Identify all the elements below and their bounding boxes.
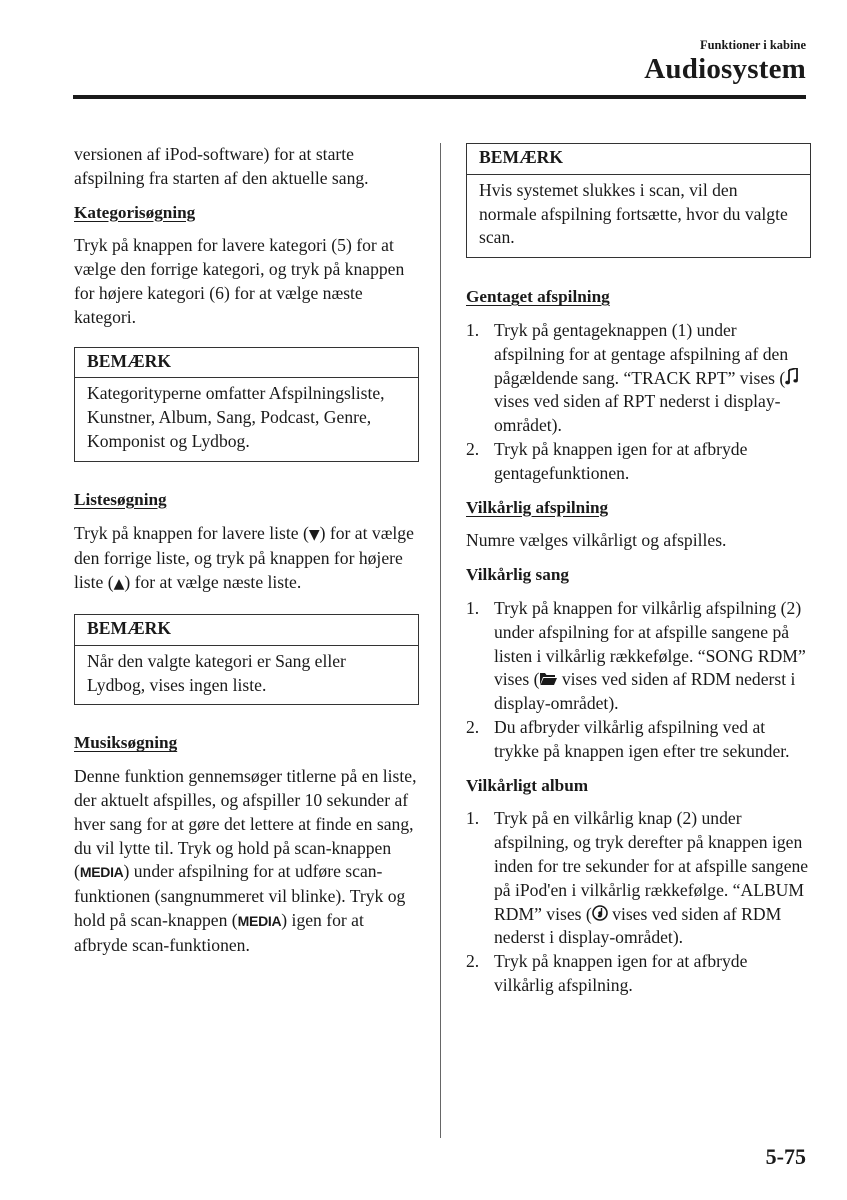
step-text-b: vises ved siden af RDM nederst i display-området). <box>494 903 782 948</box>
note-body: Når den valgte kategori er Sang eller Lydbog, vises ingen liste. <box>87 650 346 695</box>
step-text <box>494 597 811 716</box>
column-divider <box>440 143 441 1138</box>
album-heading: Vilkårligt album <box>466 775 589 795</box>
vilkaarlig-paragraph: Numre vælges vilkårligt og afspilles. <box>466 530 727 551</box>
media-button-label: MEDIA <box>237 912 282 929</box>
page-number: 5-75 <box>765 1144 806 1169</box>
step-number: 2. <box>466 951 480 972</box>
note-box-scan <box>466 143 811 258</box>
step-text-b: vises ved siden af RDM nederst i display-området). <box>494 669 796 714</box>
kategori-heading: Kategorisøgning <box>74 202 196 222</box>
liste-text-3: ) for at vælge næste liste. <box>124 572 302 593</box>
step-text: Du afbryder vilkårlig afspilning ved at trykke på knappen igen efter tre sekunder. <box>494 716 790 761</box>
up-arrow-icon: ▲ <box>113 576 125 593</box>
down-arrow-icon: ▼ <box>308 526 320 543</box>
musik-text-3: ) igen for at afbryde scan-funktionen. <box>74 909 364 955</box>
list-item <box>466 807 811 950</box>
step-text-a: Tryk på en vilkårlig knap (2) under afspilning, og tryk derefter på knappen igen inden for tre sekunder for at afspille sangene på iPod'en i vilkårlig rækkefølge. “ALBUM RDM” vises ( <box>494 808 809 924</box>
note-body: Hvis systemet slukkes i scan, vil den normale afspilning fortsætte, hvor du valgte scan. <box>479 179 788 248</box>
step-text: Tryk på knappen igen for at afbryde vilkårlig afspilning. <box>494 951 748 995</box>
music-note-icon <box>785 368 798 385</box>
gentaget-steps <box>466 319 811 486</box>
right-column <box>466 143 811 998</box>
step-text-a: Tryk på knappen for vilkårlig afspilning (2) under afspilning for at afspille sangene på listen i vilkårlig rækkefølge. “SONG RDM” vises ( <box>494 597 806 690</box>
liste-text-2: ) for at vælge den forrige liste, og tryk på knappen for højere liste ( <box>74 522 414 593</box>
step-text-a: Tryk på gentageknappen (1) under afspilning for at gentage afspilning af den pågældende sang. “TRACK RPT” vises ( <box>494 319 789 388</box>
liste-paragraph <box>74 522 419 597</box>
note-title: BEMÆRK <box>467 144 810 175</box>
step-text: Tryk på knappen igen for at afbryde gentagefunktionen. <box>494 438 748 483</box>
step-text <box>494 319 811 438</box>
note-box-liste <box>74 614 419 705</box>
step-number: 2. <box>466 716 480 737</box>
disc-icon <box>592 905 608 921</box>
list-item <box>466 438 811 486</box>
list-item <box>466 716 811 764</box>
liste-heading: Listesøgning <box>74 489 167 509</box>
page-title: Audiosystem <box>644 53 806 85</box>
list-item <box>466 950 811 998</box>
musik-paragraph <box>74 765 419 957</box>
gentaget-heading: Gentaget afspilning <box>466 287 610 307</box>
list-item <box>466 319 811 438</box>
liste-text-1: Tryk på knappen for lavere liste ( <box>74 522 309 543</box>
intro-paragraph: versionen af iPod-software) for at starte afspilning fra starten af den aktuelle sang. <box>74 144 369 188</box>
sang-heading: Vilkårlig sang <box>466 565 569 585</box>
note-title: BEMÆRK <box>75 615 418 646</box>
media-button-label: MEDIA <box>79 864 124 881</box>
left-column <box>74 143 419 958</box>
step-number: 2. <box>466 438 480 459</box>
sang-steps <box>466 597 811 764</box>
musik-text-1: Denne funktion gennemsøger titlerne på en liste, der aktuelt afspilles, og afspiller 10 sekunder af hver sang for at gøre det lettere at finde en sang, du vil lytte til. Tryk og hold på scan-knappen ( <box>74 766 417 882</box>
vilkaarlig-heading: Vilkårlig afspilning <box>466 497 609 517</box>
step-number: 1. <box>466 319 480 340</box>
kategori-paragraph: Tryk på knappen for lavere kategori (5) for at vælge den forrige kategori, og tryk på knappen for højere kategori (6) for at vælge næste kategori. <box>74 235 405 327</box>
step-number: 1. <box>466 808 480 829</box>
list-item <box>466 597 811 716</box>
step-text <box>494 807 811 950</box>
note-body: Kategorityperne omfatter Afspilningsliste, Kunstner, Album, Sang, Podcast, Genre, Komponist og Lydbog. <box>87 383 385 451</box>
musik-text-2: ) under afspilning for at udføre scan-funktionen (sangnummeret vil blinke). Tryk og hold på scan-knappen ( <box>74 861 406 930</box>
step-number: 1. <box>466 597 480 618</box>
header-rule <box>73 95 806 99</box>
header-subtitle: Funktioner i kabine <box>699 38 806 52</box>
folder-icon <box>539 671 557 686</box>
musik-heading: Musiksøgning <box>74 733 178 753</box>
note-title: BEMÆRK <box>75 348 418 379</box>
album-steps <box>466 807 811 997</box>
note-box-kategori <box>74 347 419 462</box>
step-text-b: vises ved siden af RPT nederst i display-området). <box>494 391 781 436</box>
